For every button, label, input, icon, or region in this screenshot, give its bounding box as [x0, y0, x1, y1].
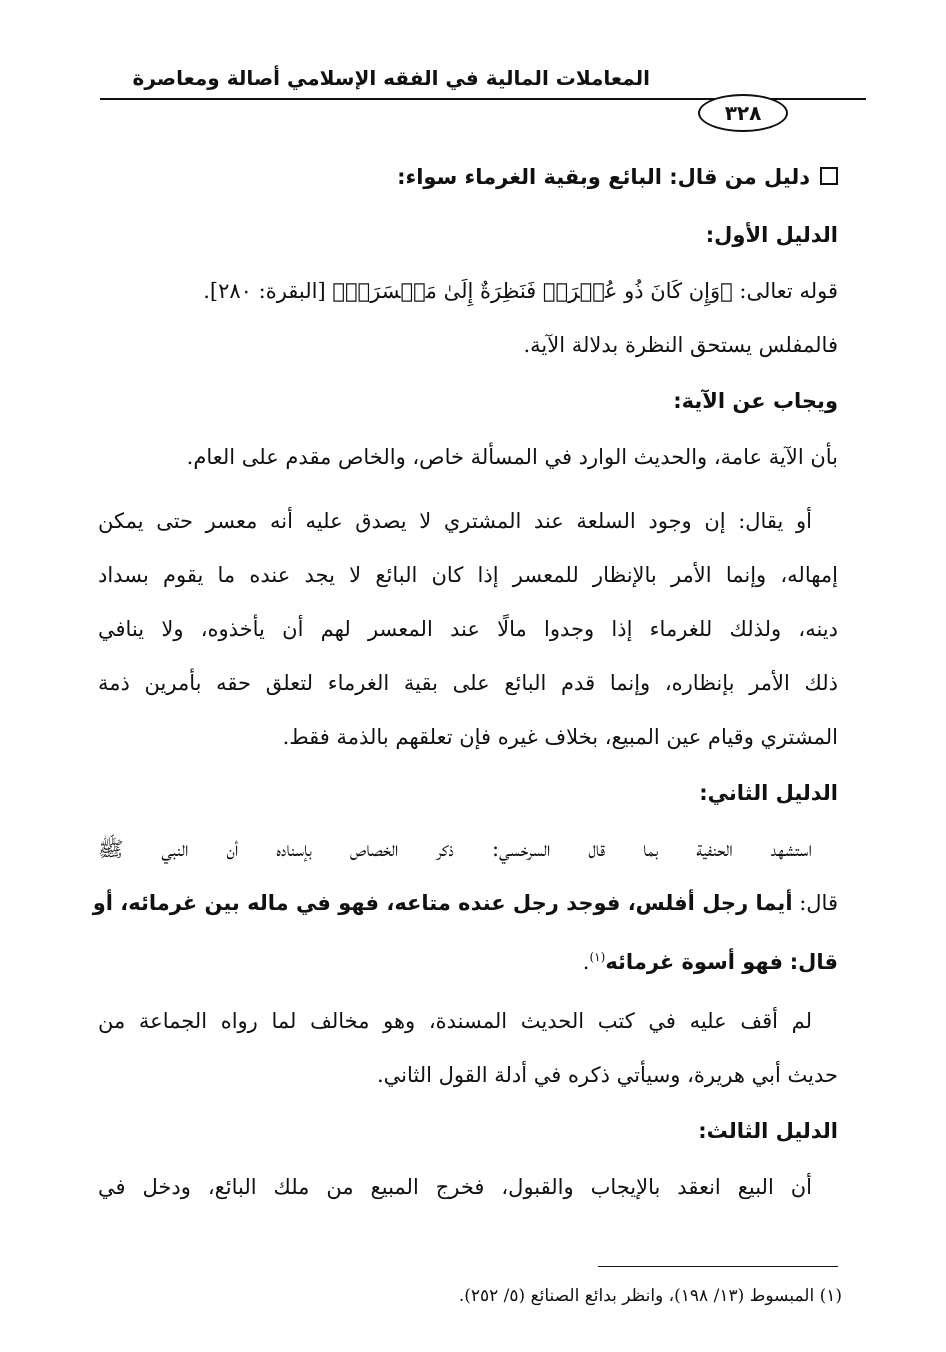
inference-line: فالمفلس يستحق النظرة بدلالة الآية. — [523, 333, 838, 357]
page-body — [92, 148, 838, 1214]
paragraph-line: المشتري وقيام عين المبيع، بخلاف غيره فإن تعلقهم بالذمة فقط. — [282, 725, 838, 749]
hadith-text: أيما رجل أفلس، فوجد رجل عنده متاعه، فهو في ماله بين غرمائه، أو — [92, 891, 793, 915]
hadith-text: فهو أسوة غرمائه — [605, 950, 784, 974]
hadith-end-line — [98, 930, 838, 984]
page-number: ٣٢٨ — [698, 94, 788, 132]
footnote: (١) المبسوط (١٣/ ١٩٨)، وانظر بدائع الصنائع (٥/ ٢٥٢). — [458, 1286, 842, 1306]
hadith-line — [92, 876, 838, 930]
intro-line: استشهد الحنفية بما قال السرخسي: ذكر الخصاص بإسناده أن النبي ﷺ — [98, 837, 812, 861]
running-title: المعاملات المالية في الفقه الإسلامي أصالة ومعاصرة — [132, 66, 650, 90]
third-evidence-heading: الدليل الثالث: — [698, 1119, 838, 1143]
footnote-rule — [598, 1266, 838, 1267]
response-line: بأن الآية عامة، والحديث الوارد في المسألة خاص، والخاص مقدم على العام. — [186, 445, 838, 469]
hadith-prefix: قال: — [799, 891, 838, 915]
first-evidence-heading: الدليل الأول: — [705, 223, 838, 247]
section-title-text: دليل من قال: البائع وبقية الغرماء سواء: — [397, 165, 810, 189]
paragraph-line: ذلك الأمر بإنظاره، وإنما قدم البائع على بقية الغرماء لتعلق حقه بأمرين ذمة — [98, 671, 838, 695]
paragraph-line: إمهاله، وإنما الأمر بالإنظار للمعسر إذا كان البائع لا يجد عنده ما يقوم بسداد — [98, 563, 838, 587]
quran-quote-line: قوله تعالى: ﴿وَإِن كَانَ ذُو عُسۡرَةٖ فَنَظِرَةٌ إِلَىٰ مَيۡسَرَةٖ﴾ [البقرة: ٢٨٠]. — [203, 279, 838, 303]
paragraph-line: أو يقال: إن وجود السلعة عند المشتري لا يصدق عليه أنه معسر حتى يمكن — [98, 509, 812, 533]
end-punctuation: . — [582, 950, 590, 974]
square-bullet-icon — [820, 167, 838, 185]
comment-line: لم أقف عليه في كتب الحديث المسندة، وهو مخالف لما رواه الجماعة من — [98, 1009, 812, 1033]
response-heading: ويجاب عن الآية: — [673, 389, 838, 413]
paragraph-line: دينه، ولذلك للغرماء إذا وجدوا مالًا عند المعسر لهم أن يأخذوه، ولا ينافي — [98, 617, 838, 641]
hadith-prefix: قال: — [789, 950, 838, 974]
third-evidence-line: أن البيع انعقد بالإيجاب والقبول، فخرج المبيع من ملك البائع، ودخل في — [98, 1175, 812, 1199]
comment-line: حديث أبي هريرة، وسيأتي ذكره في أدلة القول الثاني. — [376, 1063, 838, 1087]
section-title — [98, 148, 838, 206]
second-evidence-heading: الدليل الثاني: — [699, 781, 838, 805]
footnote-marker: (١) — [589, 950, 606, 964]
